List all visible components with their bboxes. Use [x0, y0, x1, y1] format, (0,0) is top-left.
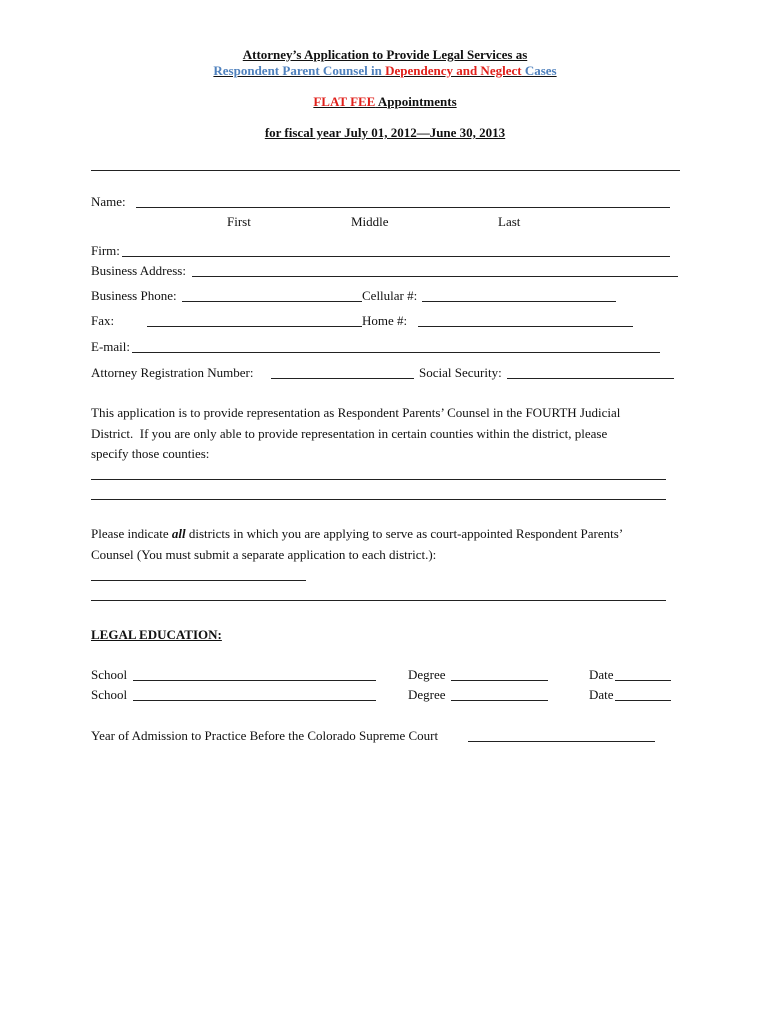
business-phone-label: Business Phone:	[91, 288, 177, 303]
email-field[interactable]	[132, 352, 660, 353]
business-address-field[interactable]	[192, 276, 678, 277]
date-label-2: Date	[589, 687, 614, 702]
districts-field-2[interactable]	[91, 600, 666, 601]
subtitle-part-red: Dependency and Neglect	[385, 63, 522, 78]
paragraph2-text-a: Please indicate	[91, 526, 172, 541]
paragraph2-text-c: districts in which you are applying to serve as court-appointed Respondent Parents’	[185, 526, 624, 541]
business-address-label: Business Address:	[91, 263, 186, 278]
paragraph1-line3: specify those counties:	[91, 446, 210, 461]
legal-education-heading: LEGAL EDUCATION:	[91, 627, 222, 642]
school-label-1: School	[91, 667, 128, 682]
flat-fee-label: FLAT FEE	[313, 94, 376, 109]
name-label: Name:	[91, 194, 126, 209]
first-caption: First	[227, 214, 251, 229]
subtitle-part-blue-end: Cases	[521, 63, 557, 78]
ssn-field[interactable]	[507, 378, 674, 379]
appointments-label: Appointments	[375, 94, 457, 109]
attorney-reg-field[interactable]	[271, 378, 414, 379]
fax-label: Fax:	[91, 313, 115, 328]
school-field-1[interactable]	[133, 680, 376, 681]
ssn-label: Social Security:	[419, 365, 502, 380]
counties-field-1[interactable]	[91, 479, 666, 480]
degree-field-1[interactable]	[451, 680, 548, 681]
school-field-2[interactable]	[133, 700, 376, 701]
home-phone-field[interactable]	[418, 326, 633, 327]
attorney-reg-label: Attorney Registration Number:	[91, 365, 254, 380]
paragraph1-line1: This application is to provide representation as Respondent Parents’ Counsel in the FOURTH Judicial	[91, 405, 621, 420]
cellular-label: Cellular #:	[362, 288, 418, 303]
date-field-1[interactable]	[615, 680, 671, 681]
name-field[interactable]	[136, 207, 670, 208]
email-label: E-mail:	[91, 339, 130, 354]
districts-field-1[interactable]	[91, 580, 306, 581]
business-phone-field[interactable]	[182, 301, 362, 302]
cellular-field[interactable]	[422, 301, 616, 302]
counties-field-2[interactable]	[91, 499, 666, 500]
fiscal-year: for fiscal year July 01, 2012—June 30, 2013	[264, 125, 506, 140]
degree-label-1: Degree	[408, 667, 446, 682]
header-divider	[91, 170, 680, 171]
paragraph2-line1	[91, 526, 623, 542]
admission-year-field[interactable]	[468, 741, 655, 742]
degree-label-2: Degree	[408, 687, 446, 702]
last-caption: Last	[498, 214, 521, 229]
firm-label: Firm:	[91, 243, 120, 258]
home-label: Home #:	[362, 313, 408, 328]
paragraph2-all-emphasis: all	[171, 526, 186, 541]
date-field-2[interactable]	[615, 700, 671, 701]
form-subtitle	[0, 63, 770, 79]
middle-caption: Middle	[351, 214, 389, 229]
school-label-2: School	[91, 687, 128, 702]
paragraph2-line2: Counsel (You must submit a separate application to each district.):	[91, 547, 437, 562]
admission-label: Year of Admission to Practice Before the Colorado Supreme Court	[91, 728, 439, 743]
firm-field[interactable]	[122, 256, 670, 257]
form-title: Attorney’s Application to Provide Legal Services as	[242, 47, 528, 62]
paragraph1-line2: District. If you are only able to provide representation in certain counties within the district, please	[91, 426, 608, 441]
degree-field-2[interactable]	[451, 700, 548, 701]
date-label-1: Date	[589, 667, 614, 682]
fax-field[interactable]	[147, 326, 362, 327]
appointment-type	[0, 94, 770, 110]
subtitle-part-blue: Respondent Parent Counsel in	[213, 63, 386, 78]
